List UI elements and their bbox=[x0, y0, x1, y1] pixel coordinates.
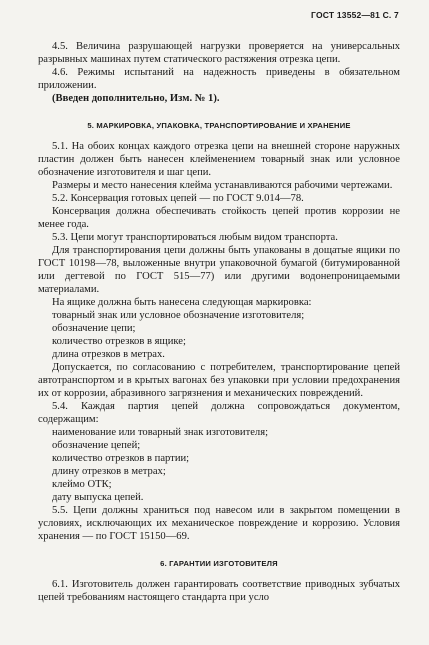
list-item: обозначение цепи; bbox=[52, 323, 136, 334]
list-item: обозначение цепей; bbox=[52, 440, 141, 451]
paragraph-5-3-d: Допускается, по согласованию с потребителем, транспортирование цепей автотранспортом и в крытых вагонах без упаковки при условии предохранения их от коррозии, абразивного загрязнения и механических повреждений. bbox=[38, 362, 400, 399]
list-item: товарный знак или условное обозначение изготовителя; bbox=[52, 310, 305, 321]
list-item: количество отрезков в ящике; bbox=[52, 336, 186, 347]
list-item: количество отрезков в партии; bbox=[52, 453, 190, 464]
paragraph-5-1: 5.1. На обоих концах каждого отрезка цепи на внешней стороне наружных пластин должен быть нанесен клейменением товарный знак или условное обозначение изготовителя и шаг цепи. bbox=[38, 141, 400, 178]
document-body bbox=[38, 40, 400, 604]
paragraph-5-4: 5.4. Каждая партия цепей должна сопровождаться документом, содержащим: bbox=[38, 401, 400, 425]
paragraph-4-6: 4.6. Режимы испытаний на надежность приведены в обязательном приложении. bbox=[38, 67, 400, 91]
list-item: клеймо ОТК; bbox=[52, 479, 112, 490]
paragraph-5-2-b: Консервация должна обеспечивать стойкость цепей против коррозии не менее года. bbox=[38, 206, 400, 230]
paragraph-5-3-b: Для транспортирования цепи должны быть упакованы в дощатые ящики по ГОСТ 10198—78, выложенные внутри упаковочной бумагой (битумированной или дегтевой по ГОСТ 515—77) или другими водонепроницаемыми материалами. bbox=[38, 245, 400, 295]
section-title-5: 5. МАРКИРОВКА, УПАКОВКА, ТРАНСПОРТИРОВАНИЕ И ХРАНЕНИЕ bbox=[87, 121, 351, 130]
paragraph-5-3: 5.3. Цепи могут транспортироваться любым видом транспорта. bbox=[52, 232, 338, 243]
paragraph-5-5: 5.5. Цепи должны храниться под навесом или в закрытом помещении в условиях, исключающих их механическое повреждение и коррозию. Условия хранения — по ГОСТ 15150—69. bbox=[38, 505, 400, 542]
paragraph-5-2: 5.2. Консервация готовых цепей — по ГОСТ 9.014—78. bbox=[52, 193, 304, 204]
page-header: ГОСТ 13552—81 С. 7 bbox=[311, 10, 399, 20]
list-item: дату выпуска цепей. bbox=[52, 492, 144, 503]
paragraph-5-3-c: На ящике должна быть нанесена следующая маркировка: bbox=[52, 297, 312, 308]
amendment-note: (Введен дополнительно, Изм. № 1). bbox=[52, 93, 220, 104]
paragraph-5-1-b: Размеры и место нанесения клейма устанавливаются рабочими чертежами. bbox=[52, 180, 393, 191]
list-item: наименование или товарный знак изготовителя; bbox=[52, 427, 269, 438]
list-item: длину отрезков в метрах; bbox=[52, 466, 166, 477]
section-title-6: 6. ГАРАНТИИ ИЗГОТОВИТЕЛЯ bbox=[160, 559, 278, 568]
paragraph-4-5: 4.5. Величина разрушающей нагрузки проверяется на универсальных разрывных машинах путем статического растяжения отрезка цепи. bbox=[38, 41, 400, 65]
list-item: длина отрезков в метрах. bbox=[52, 349, 165, 360]
paragraph-6-1: 6.1. Изготовитель должен гарантировать соответствие приводных зубчатых цепей требованиям настоящего стандарта при усло bbox=[38, 579, 400, 603]
